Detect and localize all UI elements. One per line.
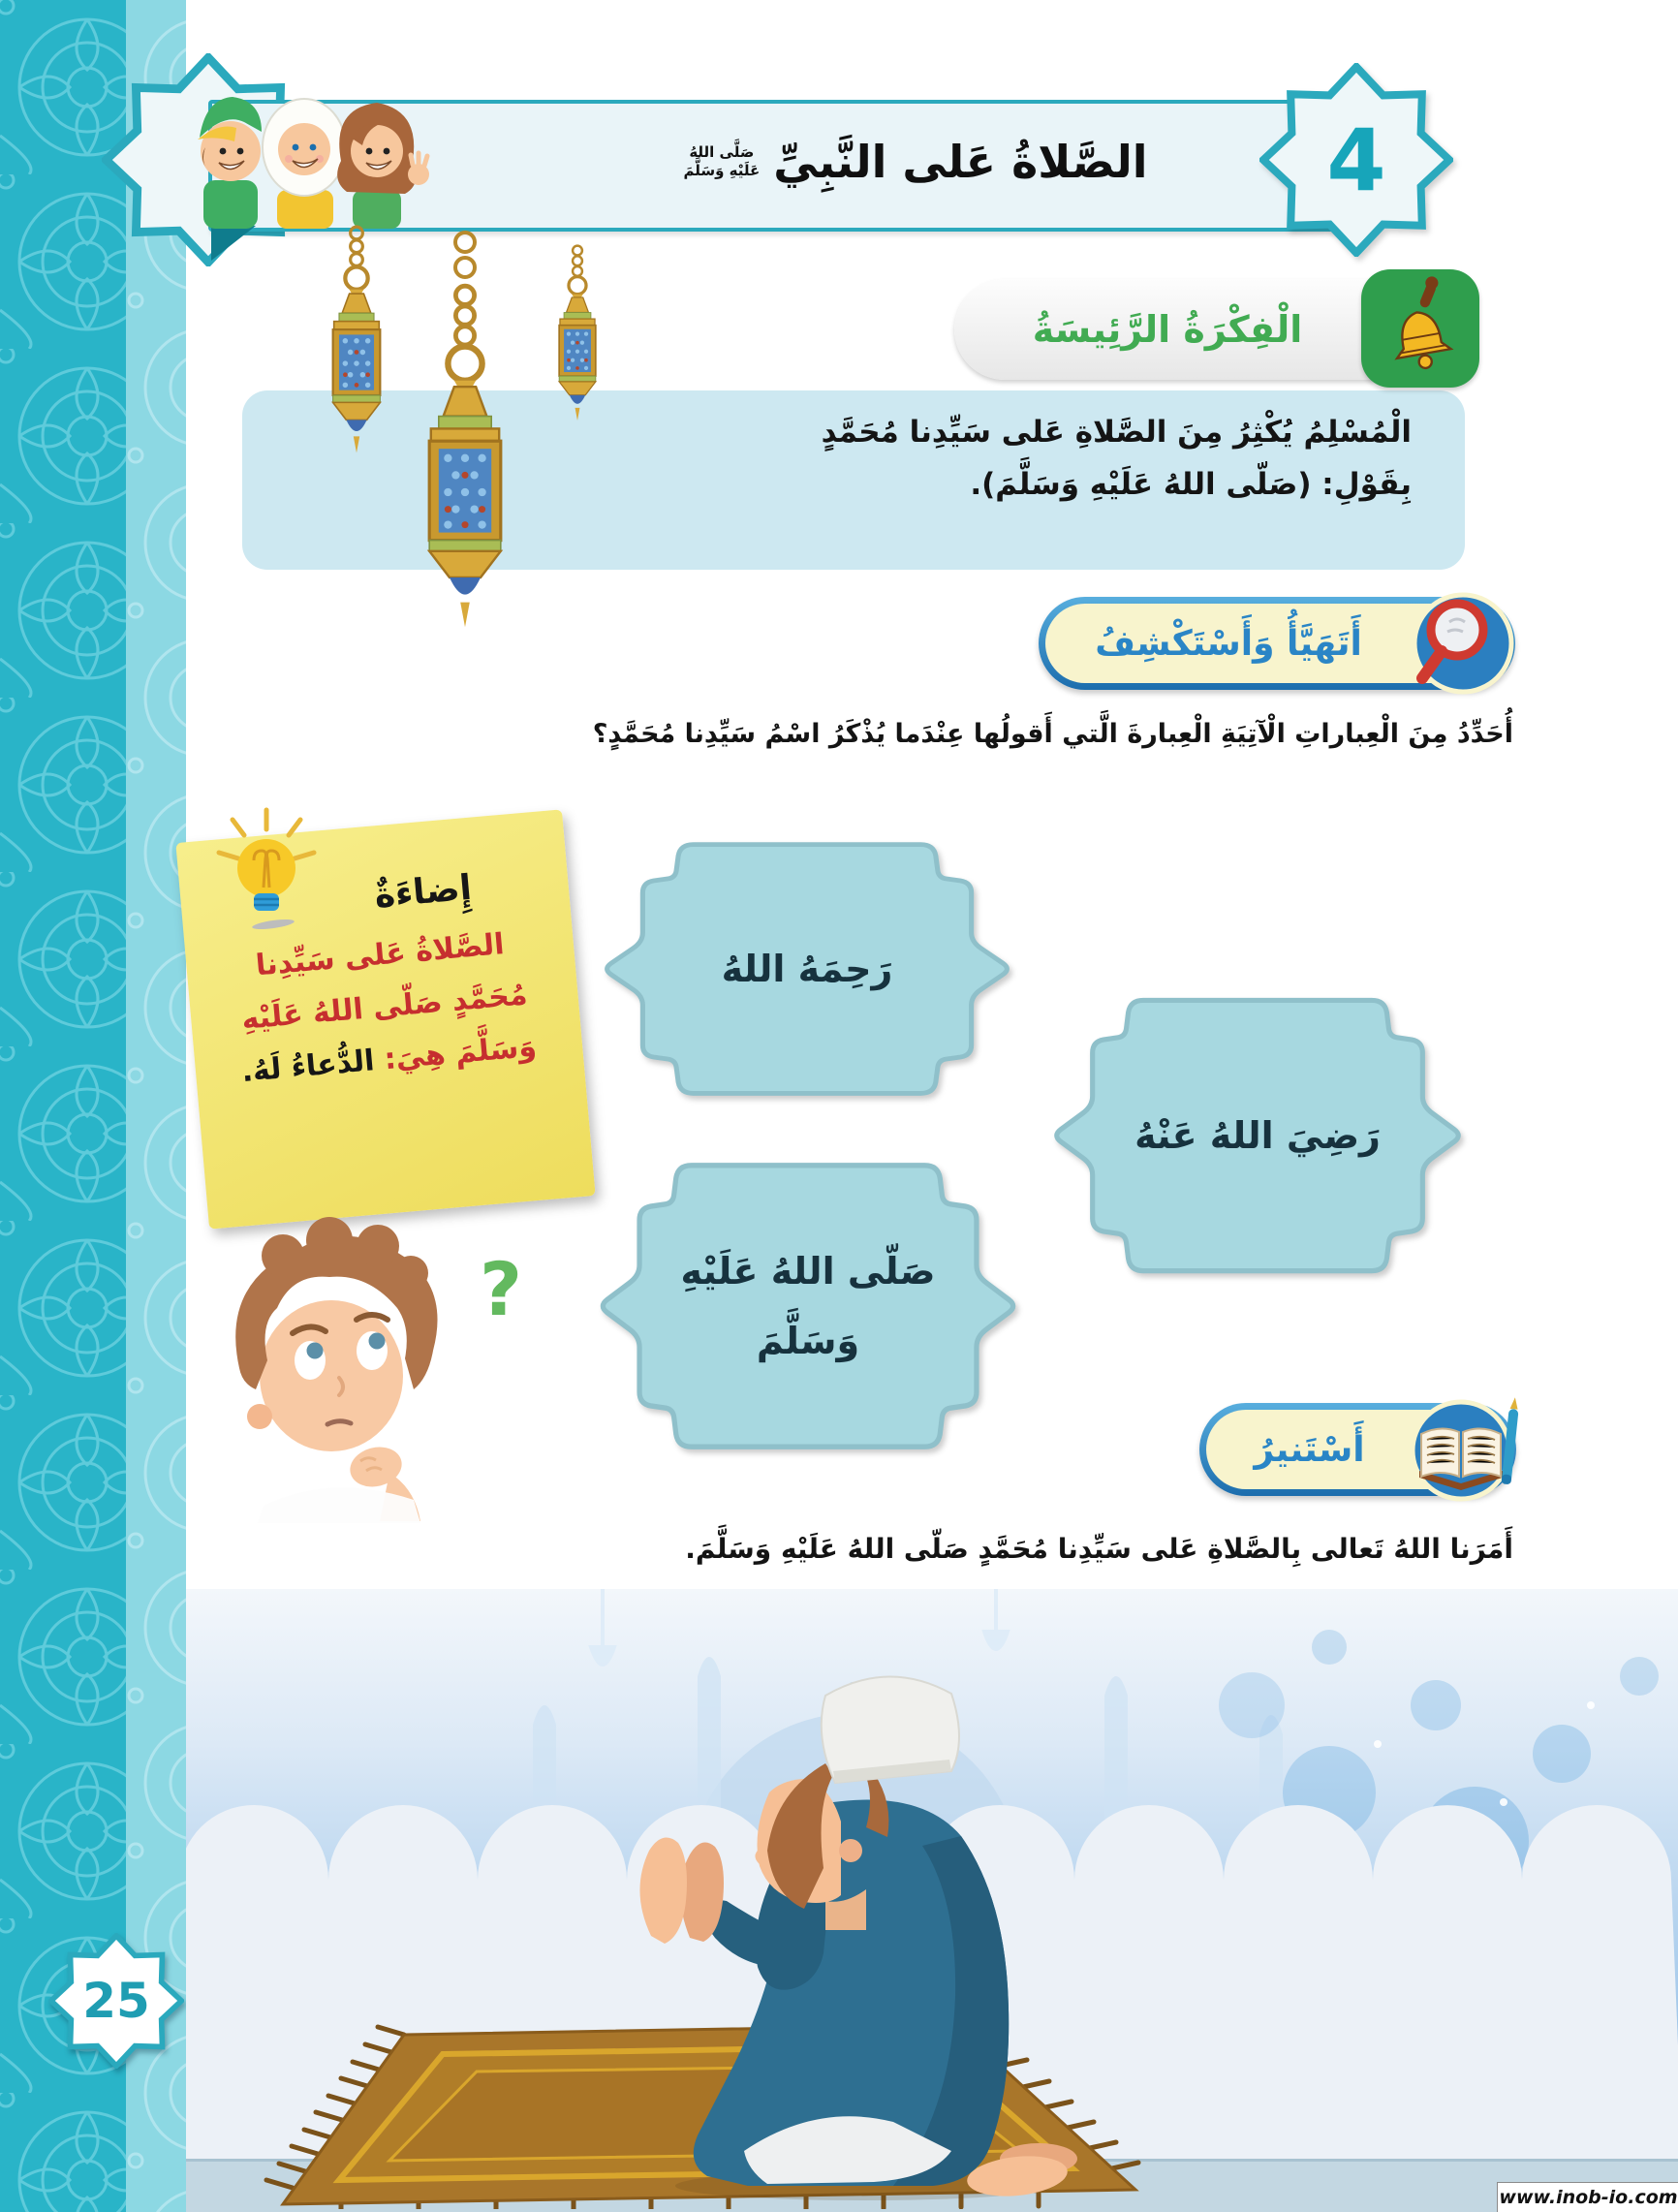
watermark: www.inob-io.com: [1497, 2182, 1678, 2212]
sidebar-pattern-light: [126, 0, 186, 2212]
option-label: صَلّى اللهُ عَلَيْهِ وَسَلَّمَ: [680, 1249, 936, 1362]
magnifier-icon: [1407, 587, 1521, 701]
enlighten-body: أَمَرَنا اللهُ تَعالى بِالصَّلاةِ عَلى سَيِّدِنا مُحَمَّدٍ صَلّى اللهُ عَلَيْهِ وَسَلَّمَ.: [685, 1533, 1513, 1565]
lightbulb-icon: [203, 802, 329, 938]
page-number-badge: [48, 1933, 184, 2069]
sidebar-pattern-dark: [0, 0, 126, 2212]
note-line3: وَسَلَّمَ هِيَ: الدُّعاءُ لَهُ.: [240, 1029, 539, 1090]
option-label: رَحِمَهُ اللهُ: [721, 947, 893, 990]
explore-section-header: [1039, 597, 1515, 690]
thinking-boy-illustration: [215, 1213, 448, 1523]
main-idea-line1: الْمُسْلِمُ يُكْثِرُ مِنَ الصَّلاةِ عَلى سَيِّدِنا مُحَمَّدٍ: [821, 415, 1412, 450]
bell-icon: [1375, 275, 1466, 382]
note-line2: مُحَمَّدٍ صَلّى اللهُ عَلَيْهِ: [240, 978, 529, 1037]
main-idea-heading: الْفِكْرَةُ الرَّئِيسَةُ: [1032, 308, 1303, 351]
explore-question: أُحَدِّدُ مِنَ الْعِباراتِ الْآتِيَةِ الْعِبارةَ الَّتي أَقولُها عِنْدَما يُذْكَرُ اسْمُ سَيِّدِنا مُحَمَّدٍ؟: [592, 719, 1513, 749]
enlighten-heading: أَسْتَنيرُ: [1254, 1429, 1365, 1470]
option-bubble-2[interactable]: [1029, 990, 1486, 1281]
explore-heading: أَتَهَيَّأُ وَأَسْتَكْشِفُ: [1095, 623, 1362, 664]
main-idea-heading-pill: [954, 279, 1381, 380]
lesson-number: 4: [1326, 109, 1386, 210]
praying-scene: [186, 1589, 1678, 2212]
note-title: إِضاءَةٌ: [372, 867, 474, 917]
option-bubble-1[interactable]: [579, 835, 1035, 1103]
lesson-title: الصَّلاةُ عَلى النَّبِيِّ: [773, 136, 1148, 188]
lesson-number-badge: [1259, 63, 1453, 257]
praying-boy-illustration: [544, 1647, 1126, 2209]
open-book-icon: [1408, 1393, 1522, 1508]
bell-badge: [1361, 269, 1479, 388]
children-illustration: [186, 66, 433, 229]
option-bubble-3[interactable]: [575, 1155, 1041, 1457]
question-mark: ?: [480, 1246, 523, 1332]
page-number: 25: [82, 1973, 150, 2029]
option-label: رَضِيَ اللهُ عَنْهُ: [1134, 1113, 1381, 1157]
note-line1: الصَّلاةُ عَلى سَيِّدِنا: [254, 927, 506, 983]
main-idea-line2: بِقَوْلِ: (صَلّى اللهُ عَلَيْهِ وَسَلَّمَ).: [970, 467, 1412, 503]
enlighten-section-header: [1199, 1403, 1516, 1496]
lanterns-illustration: [242, 225, 649, 690]
prophet-honorific: صَلَّى اللهُ عَلَيْهِ وَسَلَّمَ: [683, 143, 761, 179]
